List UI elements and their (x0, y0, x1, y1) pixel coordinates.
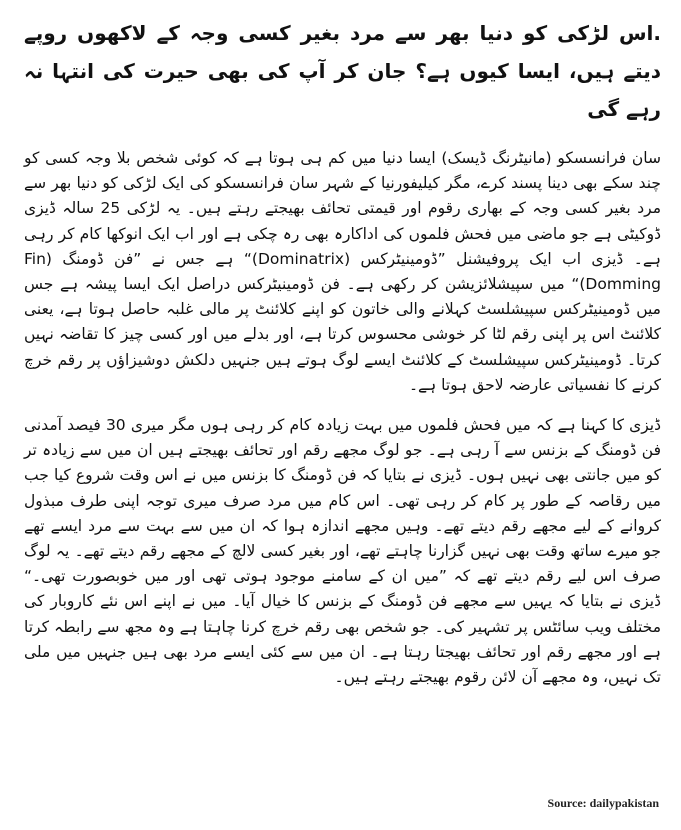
article-paragraph-2: ڈیزی کا کہنا ہے کہ میں فحش فلموں میں بہت زیادہ کام کر رہی ہوں مگر میری 30 فیصد آمدنی فن ڈومنگ کے بزنس سے آ رہی ہے۔ جو لوگ مجھے رقم اور تحائف بھیجتے ہیں ان میں سے زیادہ تر کو میں جانتی بھی نہیں ہوں۔ ڈیزی نے بتایا کہ فن ڈومنگ کا بزنس میں نے اس وقت شروع کیا جب میں رقاصہ کے طور پر کام کر رہی تھی۔ اس کام میں مرد صرف میری توجہ اپنی طرف مبذول کروانے کے لیے مجھے رقم دیتے تھے۔ وہیں مجھے اندازہ ہوا کہ ان میں سے بہت سے مرد ایسے تھے جو میرے ساتھ وقت بھی نہیں گزارنا چاہتے تھے، اور بغیر کسی لالچ کے مجھے رقم دیتے تھے۔ یہ لوگ صرف اس لیے رقم دیتے تھے کہ ”میں ان کے سامنے موجود ہوتی تھی اور میں خوبصورت تھی۔“ ڈیزی نے بتایا کہ یہیں سے مجھے فن ڈومنگ کے بزنس کا خیال آیا۔ میں نے اپنے اس نئے کاروبار کی مختلف ویب سائٹس پر تشہیر کی۔ جو شخص بھی رقم خرچ کرنا چاہتا ہے وہ مجھ سے رابطہ کرتا ہے اور مجھے رقم اور تحائف بھیجتا رہتا ہے۔ ان میں سے کئی ایسے مرد بھی ہیں جنہیں میں ملی تک نہیں، وہ مجھے آن لائن رقوم بھیجتے رہتے ہیں۔ (24, 416, 661, 687)
source-credit: Source: dailypakistan (547, 796, 659, 810)
article-paragraph-1: سان فرانسسکو (مانیٹرنگ ڈیسک) ایسا دنیا میں کم ہی ہوتا ہے کہ کوئی شخص بلا وجہ کسی کو چند سکے بھی دینا پسند کرے، مگر کیلیفورنیا کے شہر سان فرانسسکو کی ایک لڑکی کو دنیا بھر سے مرد بغیر کسی وجہ کے بھاری رقوم اور قیمتی تحائف بھیجتے رہتے ہیں۔ یہ لڑکی 25 سالہ ڈیزی ڈوکیٹی ہے جو ماضی میں فحش فلموں کی اداکارہ بھی رہ چکی ہے اور اب ایک انوکھا کام کر رہی ہے۔ ڈیزی اب ایک پروفیشنل ”ڈومینیٹرکس (Dominatrix)“ ہے جس نے ”فن ڈومنگ (Fin Domming)“ میں سپیشلائزیشن کر رکھی ہے۔ فن ڈومینیٹرکس دراصل ایک ایسا پیشہ ہے جس میں ڈومینیٹرکس سپیشلسٹ کہلانے والی خاتون کو اپنے کلائنٹ پر مالی غلبہ حاصل ہوتا ہے، یعنی کلائنٹ اس پر اپنی رقم لٹا کر خوشی محسوس کرتا ہے، اور بدلے میں اور کسی چیز کا تقاضہ نہیں کرتا۔ ڈومینیٹرکس سپیشلسٹ کے کلائنٹ ایسے لوگ ہوتے ہیں جنہیں دلکش دوشیزاﺅں پر رقم خرچ کرنے کا نفسیاتی عارضہ لاحق ہوتا ہے۔ (24, 149, 661, 394)
article-headline: .اس لڑکی کو دنیا بھر سے مرد بغیر کسی وجہ کے لاکھوں روپے دیتے ہیں، ایسا کیوں ہے؟ جان کر آپ کی بھی حیرت کی انتہا نہ رہے گی (24, 21, 661, 121)
